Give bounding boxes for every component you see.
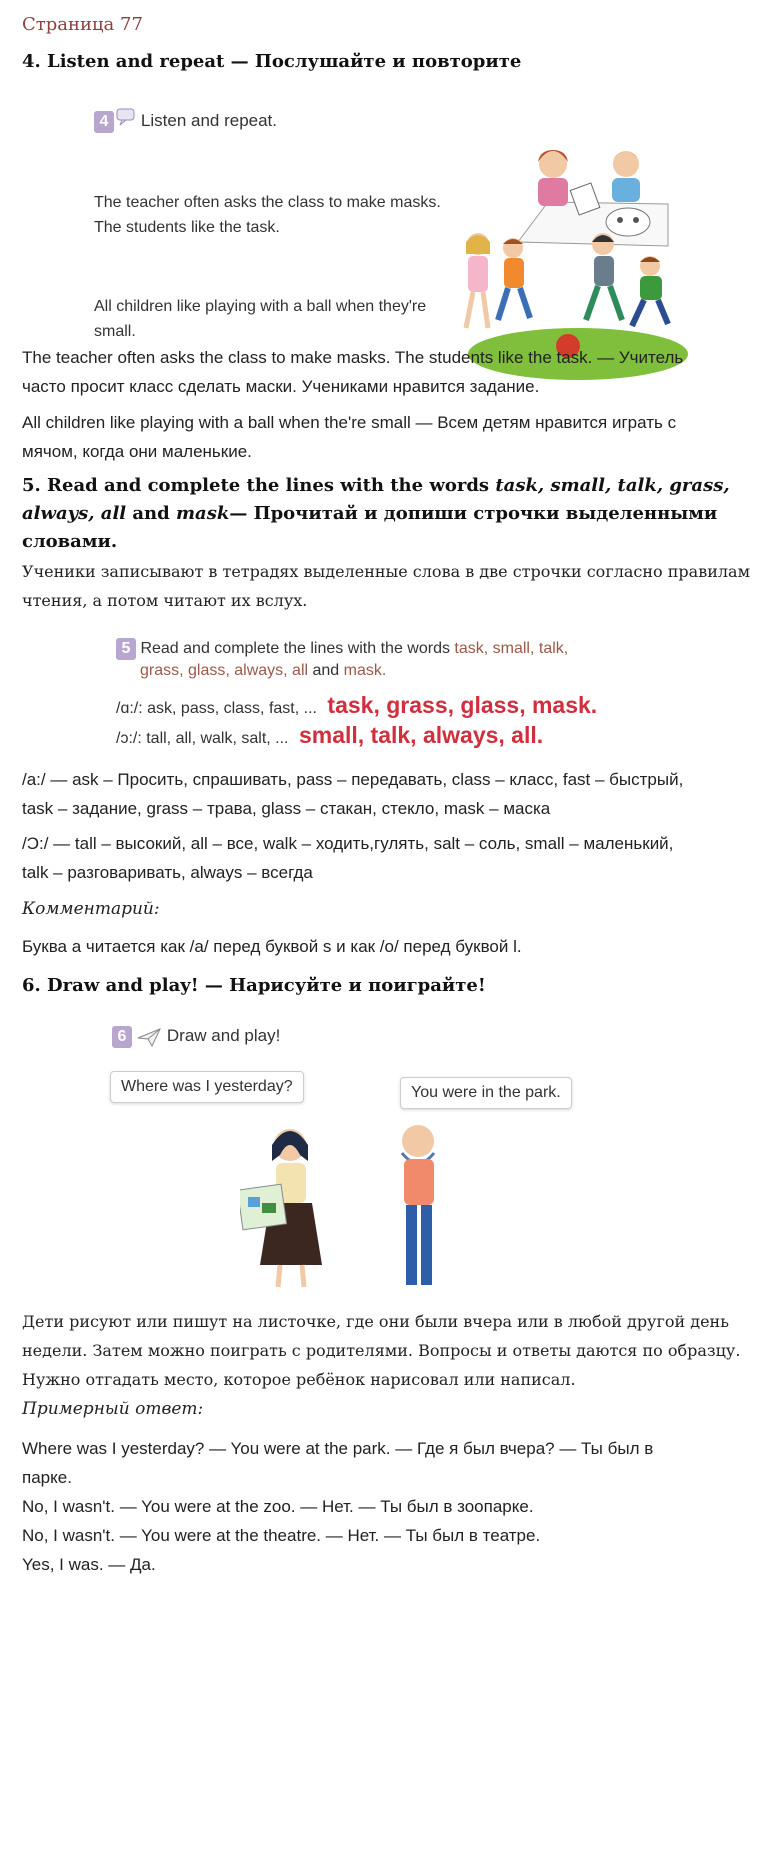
ex6-badge: 6: [112, 1026, 132, 1048]
ex5-figure: 5 Read and complete the lines with the words task, small, talk, grass, glass, always, all and mask. /ɑ:/: ask, pass, class, fast, ... task, grass, glass, mask. /ɔ:/: tall, all, walk, salt, ... small, talk, always, all.: [112, 630, 672, 752]
ex6-description: Дети рисуют или пишут на листочке, где они были вчера или в любой другой день недели. Затем можно поиграть с родителями. Вопросы и ответы даются по образцу. Нужно отгадать место, которое ребёнок нарисовал или написал.: [22, 1312, 741, 1389]
speech-icon: [114, 108, 136, 124]
ex5-a-words: /a:/ — ask – Просить, спрашивать, pass – передавать, class – класс, fast – быстрый, task – задание, grass – трава, glass – стакан, стекло, mask – маска: [22, 770, 684, 818]
ex5-comment-label: Комментарий:: [22, 899, 160, 919]
ex5-intro: Ученики записывают в тетрадях выделенные слова в две строчки согласно правилам чтения, а потом читают их вслух.: [22, 562, 751, 610]
ex5-o-words: /Ɔ:/ — tall – высокий, all – все, walk – ходить,гулять, salt – соль, small – маленький, talk – разговаривать, always – всегда: [22, 834, 674, 882]
paper-plane-icon: [136, 1026, 162, 1048]
ex4-fig-line3: All children like playing with a ball when they're: [94, 298, 427, 315]
ex6-fig-title: Draw and play!: [166, 1026, 281, 1045]
ex5-badge: 5: [116, 638, 136, 660]
ex5-row1: /ɑ:/: ask, pass, class, fast, ... task, grass, glass, mask.: [116, 692, 598, 718]
ex6-sample-answers: Where was I yesterday? — You were at the park. — Где я был вчера? — Ты был в парке. No, I wasn't. — You were at the zoo. — Нет. — Ты был в зоопарке. No, I wasn't. — You were at the theatre. — Нет. — Ты был в театре. Yes, I was. — Да.: [22, 1439, 654, 1574]
ex5-comment-text: Буква a читается как /a/ перед буквой s и как /o/ перед буквой l.: [22, 937, 522, 956]
ex5-heading: 5. Read and complete the lines with the words task, small, talk, grass, always, all and mask— Прочитай и допиши строчки выделенными словами.: [22, 475, 730, 552]
ex4-fig-line1: The teacher often asks the class to make masks.: [94, 194, 441, 211]
ex5-row2: /ɔ:/: tall, all, walk, salt, ... small, talk, always, all.: [116, 722, 544, 748]
boy-speech-bubble: You were in the park.: [400, 1077, 572, 1109]
ex4-fig-title: Listen and repeat.: [140, 111, 278, 130]
ex4-translation-1: The teacher often asks the class to make masks. The students like the task. — Учитель часто просит класс сделать маски. Учениками нравится задание.: [22, 348, 684, 396]
ex4-translation-2: All children like playing with a ball when the're small — Всем детям нравится играть с мячом, когда они маленькие.: [22, 413, 677, 461]
ex5-row1-answer: task, grass, glass, mask.: [327, 692, 598, 718]
kids-talking-illustration: [240, 1115, 500, 1295]
page-label: Страница 77: [22, 14, 143, 35]
ex4-badge: 4: [94, 111, 114, 133]
ex6-heading: 6. Draw and play! — Нарисуйте и поиграйте!: [22, 975, 486, 996]
ex6-figure: [110, 1015, 670, 1295]
girl-speech-bubble: Where was I yesterday?: [110, 1071, 304, 1103]
ex5-row2-answer: small, talk, always, all.: [298, 722, 544, 748]
ex4-heading: 4. Listen and repeat — Послушайте и повторите: [22, 51, 522, 72]
ex6-sample-label: Примерный ответ:: [22, 1399, 204, 1419]
ex4-fig-line2: The students like the task.: [94, 219, 280, 236]
ex4-fig-line4: small.: [94, 323, 136, 340]
